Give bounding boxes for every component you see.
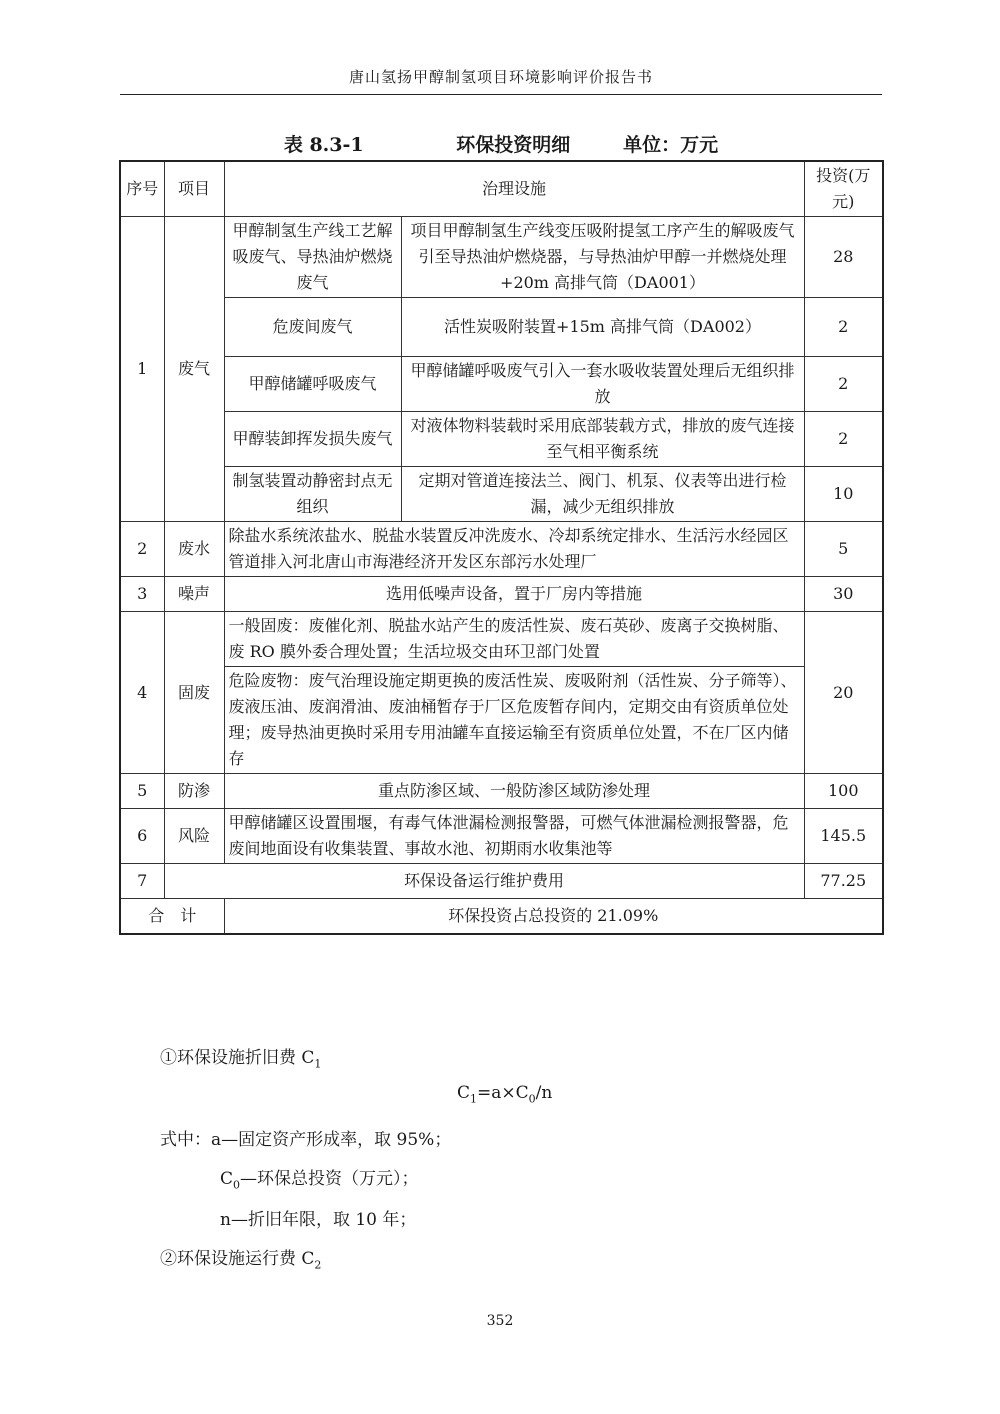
total-label: 合 计	[120, 899, 224, 935]
cell-investment: 145.5	[804, 809, 883, 864]
table-total-row	[120, 899, 883, 935]
cell-facility: 定期对管道连接法兰、阀门、机泵、仪表等出进行检漏，减少无组织排放	[401, 467, 804, 522]
table-row	[120, 864, 883, 899]
cell-seq: 3	[120, 577, 164, 612]
cell-facility: 选用低噪声设备，置于厂房内等措施	[224, 577, 804, 612]
cell-source: 甲醇储罐呼吸废气	[224, 357, 401, 412]
cell-facility: 重点防渗区域、一般防渗区域防渗处理	[224, 774, 804, 809]
cell-item: 风险	[164, 809, 224, 864]
table-row	[120, 522, 883, 577]
cell-item: 废气	[164, 217, 224, 522]
formula-c0-definition: $C_0—$环保总投资（万元）；	[220, 1169, 419, 1192]
operating-cost-heading: ②环保设施运行费 $C_2$	[160, 1249, 322, 1272]
cell-seq: 2	[120, 522, 164, 577]
formula-where: 式中：a—固定资产形成率，取 95%；	[160, 1130, 452, 1150]
cell-source: 危废间废气	[224, 298, 401, 357]
cell-facility: 除盐水系统浓盐水、脱盐水装置反冲洗废水、冷却系统定排水、生活污水经园区管道排入河北唐山市海港经济开发区东部污水处理厂	[224, 522, 804, 577]
cell-investment: 2	[804, 412, 883, 467]
cell-facility: 对液体物料装载时采用底部装载方式，排放的废气连接至气相平衡系统	[401, 412, 804, 467]
cell-source: 甲醇装卸挥发损失废气	[224, 412, 401, 467]
table-row	[120, 809, 883, 864]
cell-facility: 甲醇储罐呼吸废气引入一套水吸收装置处理后无组织排放	[401, 357, 804, 412]
cell-investment: 77.25	[804, 864, 883, 899]
header-seq: 序号	[120, 161, 164, 217]
report-header: 唐山氢扬甲醇制氢项目环境影响评价报告书	[348, 68, 653, 86]
table-row	[120, 577, 883, 612]
investment-table	[119, 160, 884, 935]
depreciation-formula: $C_1=a\times C_0/n$	[457, 1083, 553, 1106]
cell-investment: 2	[804, 357, 883, 412]
cell-seq: 6	[120, 809, 164, 864]
cell-item: 废水	[164, 522, 224, 577]
cell-facility: 甲醇储罐区设置围堰，有毒气体泄漏检测报警器，可燃气体泄漏检测报警器，危废间地面设有收集装置、事故水池、初期雨水收集池等	[224, 809, 804, 864]
cell-hazardous-waste: 危险废物：废气治理设施定期更换的废活性炭、废吸附剂（活性炭、分子筛等）、废液压油、废润滑油、废油桶暂存于厂区危废暂存间内，定期交由有资质单位处理；废导热油更换时采用专用油罐车直接运输至有资质单位处置，不在厂区内储存	[224, 667, 804, 774]
table-name: 环保投资明细	[456, 134, 571, 156]
cell-facility: 环保设备运行维护费用	[164, 864, 804, 899]
table-header-row	[120, 161, 883, 217]
cell-item: 噪声	[164, 577, 224, 612]
cell-seq: 1	[120, 217, 164, 522]
table-row	[120, 774, 883, 809]
header-investment: 投资(万元)	[804, 161, 883, 217]
cell-investment: 2	[804, 298, 883, 357]
cell-investment: 30	[804, 577, 883, 612]
cell-item: 防渗	[164, 774, 224, 809]
table-row	[120, 612, 883, 667]
header-rule	[120, 94, 882, 95]
header-item: 项目	[164, 161, 224, 217]
cell-investment: 10	[804, 467, 883, 522]
cell-item: 固废	[164, 612, 224, 774]
cell-general-solid-waste: 一般固废：废催化剂、脱盐水站产生的废活性炭、废石英砂、废离子交换树脂、废 RO 膜外委合理处置；生活垃圾交由环卫部门处置	[224, 612, 804, 667]
cell-source: 甲醇制氢生产线工艺解吸废气、导热油炉燃烧废气	[224, 217, 401, 298]
cell-facility: 项目甲醇制氢生产线变压吸附提氢工序产生的解吸废气引至导热油炉燃烧器，与导热油炉甲醇一并燃烧处理+20m 高排气筒（DA001）	[401, 217, 804, 298]
cell-seq: 4	[120, 612, 164, 774]
table-row	[120, 467, 883, 522]
formula-n-definition: n—折旧年限，取 10 年；	[220, 1210, 417, 1230]
page-number: 352	[486, 1313, 514, 1329]
cell-investment: 100	[804, 774, 883, 809]
cell-investment: 5	[804, 522, 883, 577]
cell-seq: 5	[120, 774, 164, 809]
table-row	[120, 217, 883, 298]
table-row	[120, 412, 883, 467]
table-row	[120, 357, 883, 412]
table-unit: 单位：万元	[623, 134, 719, 156]
total-text: 环保投资占总投资的 21.09%	[224, 899, 883, 935]
header-facility: 治理设施	[224, 161, 804, 217]
cell-investment: 28	[804, 217, 883, 298]
depreciation-heading: ①环保设施折旧费 $C_1$	[160, 1048, 322, 1071]
table-row	[120, 667, 883, 774]
cell-facility: 活性炭吸附装置+15m 高排气筒（DA002）	[401, 298, 804, 357]
cell-seq: 7	[120, 864, 164, 899]
cell-investment: 20	[804, 612, 883, 774]
table-number: 表 8.3-1	[283, 134, 364, 156]
cell-source: 制氢装置动静密封点无组织	[224, 467, 401, 522]
table-row	[120, 298, 883, 357]
table-caption	[120, 130, 882, 157]
